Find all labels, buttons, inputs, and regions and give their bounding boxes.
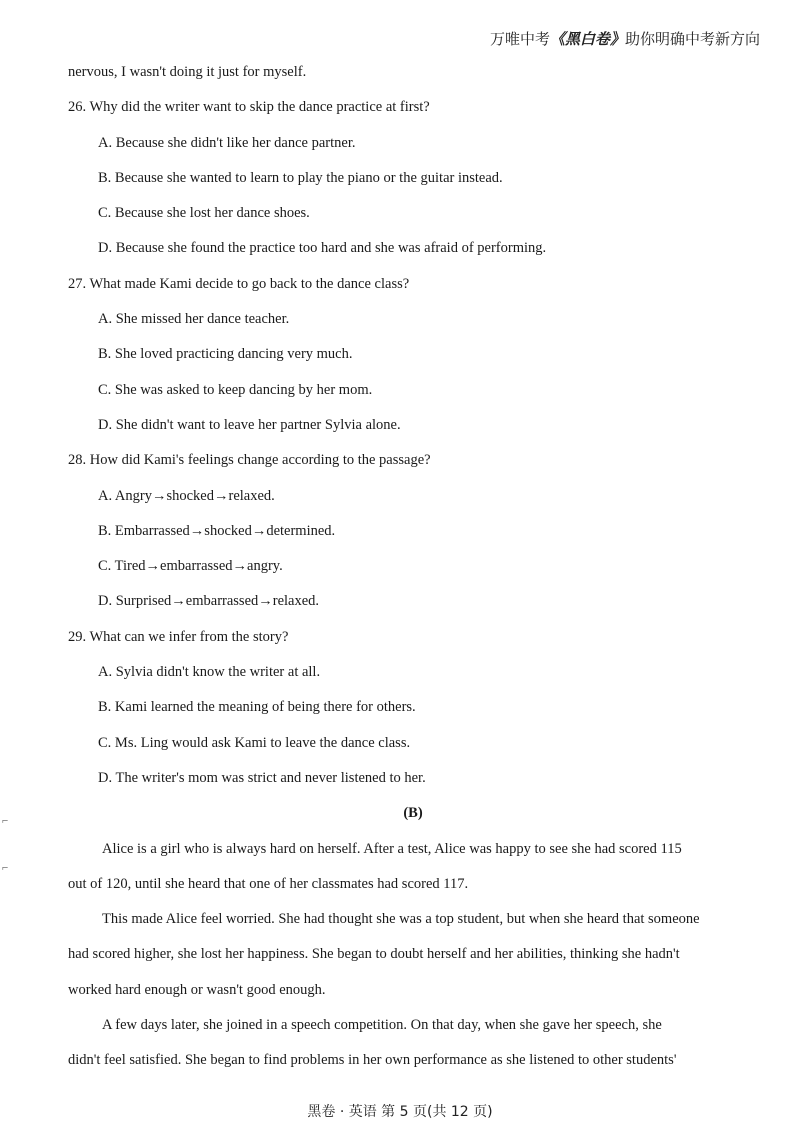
option: A. Because she didn't like her dance partner. [98,134,356,151]
passage-line: Alice is a girl who is always hard on herself. After a test, Alice was happy to see she had scored 115 [102,840,682,857]
question-stem: 28. How did Kami's feelings change according to the passage? [68,452,431,469]
passage-line: out of 120, until she heard that one of her classmates had scored 117. [68,875,469,892]
question-stem: 26. Why did the writer want to skip the dance practice at first? [68,99,430,116]
question-stem: 27. What made Kami decide to go back to the dance class? [68,275,410,292]
passage-line: had scored higher, she lost her happiness. She began to doubt herself and her abilities, thinking she hadn't [68,946,680,963]
option: A. Sylvia didn't know the writer at all. [98,664,321,681]
passage-line: worked hard enough or wasn't good enough. [68,981,326,998]
option: C. Because she lost her dance shoes. [98,205,310,222]
option: A. Angry→shocked→relaxed. [98,487,275,504]
option: D. Surprised→embarrassed→relaxed. [98,593,320,610]
option: D. Because she found the practice too hard and she was afraid of performing. [98,240,547,257]
header-brand: 《黑白卷》 [549,30,625,48]
option: B. She loved practicing dancing very much. [98,346,353,363]
option: B. Kami learned the meaning of being there for others. [98,699,416,716]
page-header [490,28,760,49]
option: C. Tired→embarrassed→angry. [98,558,283,575]
passage-line: didn't feel satisfied. She began to find problems in her own performance as she listened to other students' [68,1052,677,1069]
lead-line: nervous, I wasn't doing it just for myself. [68,64,307,80]
section-title: (B) [403,805,423,822]
option: C. She was asked to keep dancing by her mom. [98,381,373,398]
page-footer: 黑卷 · 英语 第 5 页(共 12 页) [307,1104,493,1120]
option: D. She didn't want to leave her partner Sylvia alone. [98,416,401,433]
option: B. Because she wanted to learn to play the piano or the guitar instead. [98,169,503,186]
margin-mark: ⌐ [2,862,9,874]
passage-line: This made Alice feel worried. She had thought she was a top student, but when she heard that someone [102,911,700,928]
option: A. She missed her dance teacher. [98,311,290,328]
question-stem: 29. What can we infer from the story? [68,628,289,645]
header-prefix: 万唯中考 [489,30,550,48]
passage-line: A few days later, she joined in a speech competition. On that day, when she gave her speech, she [102,1017,662,1034]
option: B. Embarrassed→shocked→determined. [98,522,336,539]
header-suffix: 助你明确中考新方向 [624,30,760,48]
option: D. The writer's mom was strict and never listened to her. [98,769,426,786]
option: C. Ms. Ling would ask Kami to leave the dance class. [98,734,411,751]
margin-mark: ⌐ [2,815,9,827]
page-content [68,62,758,1086]
passage [68,839,758,1086]
